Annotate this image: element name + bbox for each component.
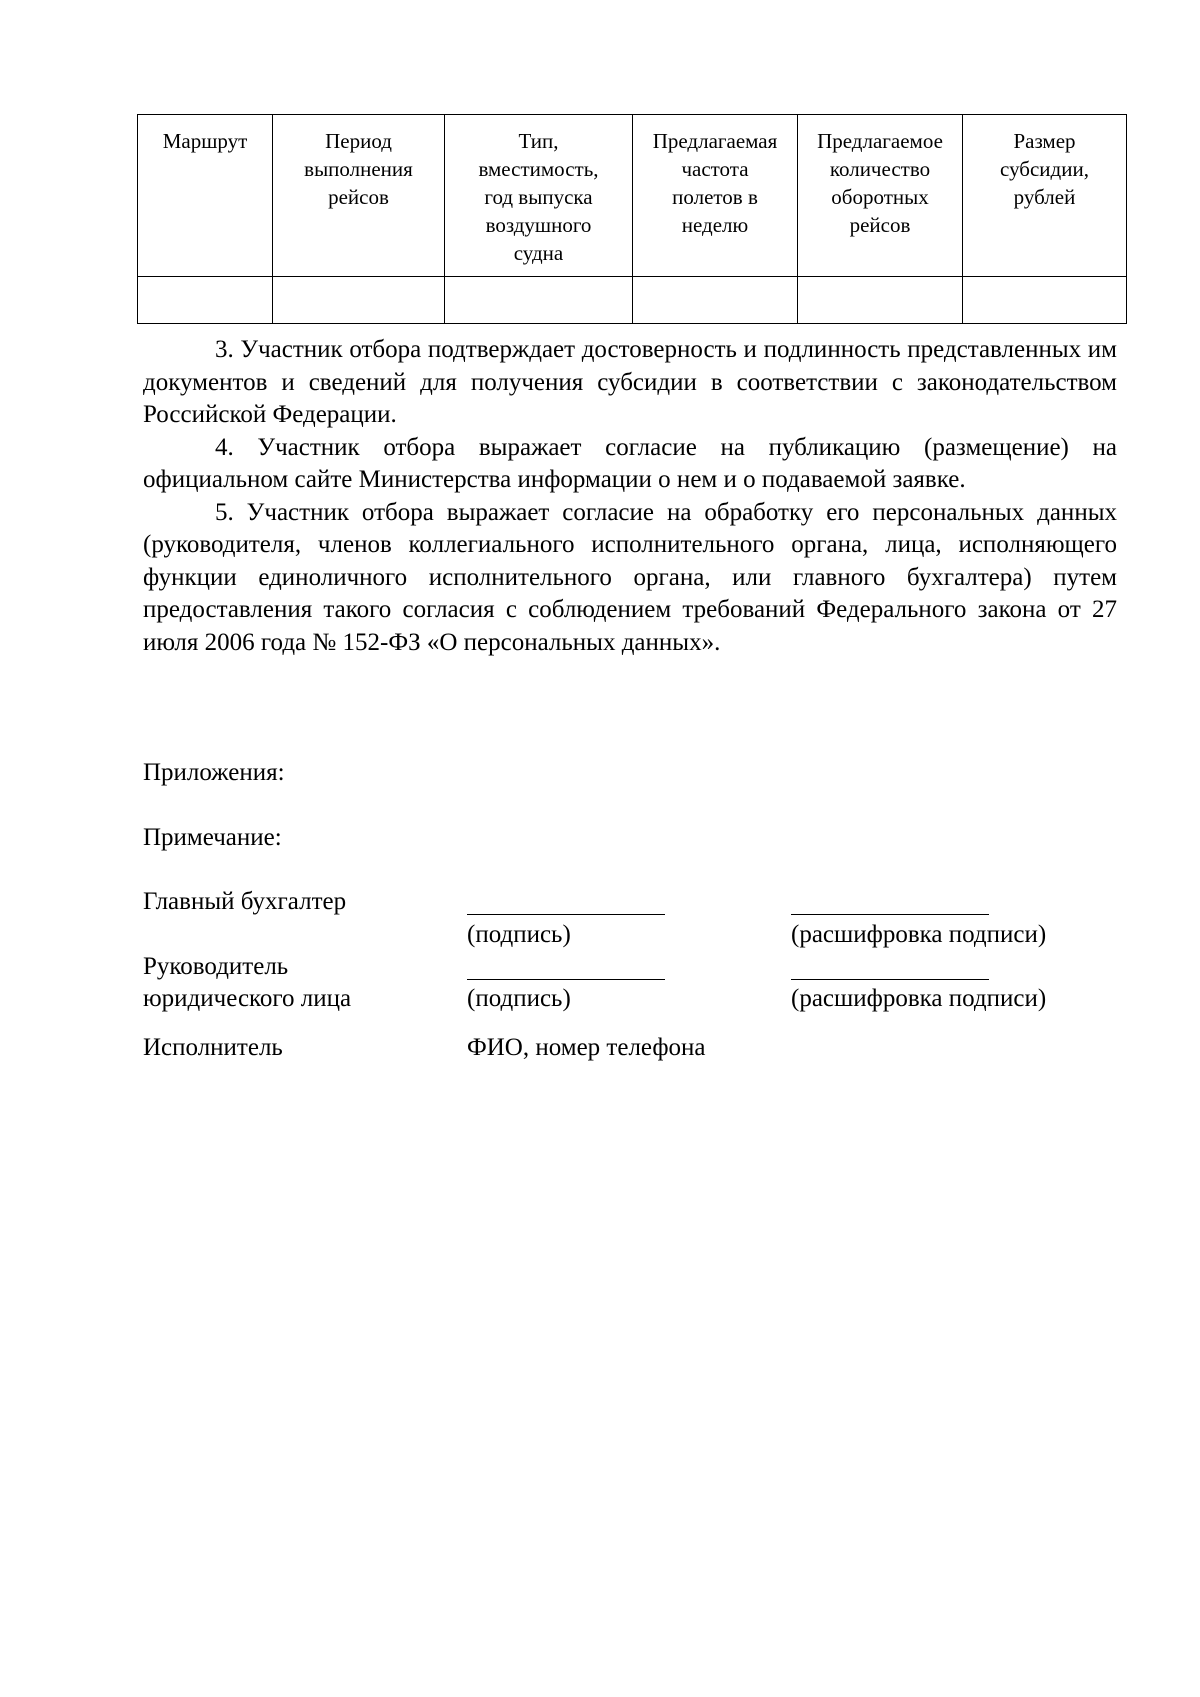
chief-accountant-signature-caption: (подпись) [467,921,571,948]
column-header-flights-count [798,115,963,277]
subsidy-table [137,114,1127,324]
attachments-label: Приложения: [143,759,285,786]
head-title-line1: Руководитель [143,953,289,980]
paragraph-4: 4. Участник отбора выражает согласие на публикацию (размещение) на официальном сайте Министерства информации о нем и о подаваемой заявке. [143,433,1117,493]
table-cell[interactable] [273,277,445,324]
header-text: Предлагаемое количество оборотных рейсов [817,129,943,237]
table-header-row [138,115,1127,277]
table-row [138,277,1127,324]
header-text: Предлагаемая частота полетов в неделю [652,129,778,237]
table-cell[interactable] [633,277,798,324]
column-header-route [138,115,273,277]
chief-accountant-title: Главный бухгалтер [143,888,347,915]
executor-title: Исполнитель [143,1034,283,1061]
head-decoding-line[interactable] [791,979,989,980]
paragraph-3: 3. Участник отбора подтверждает достоверность и подлинность представленных им документов и сведений для получения субсидии в соответствии с законодательством Российской Федерации. [143,336,1117,428]
chief-accountant-signature-line[interactable] [467,914,665,915]
chief-accountant-decoding-line[interactable] [791,914,989,915]
header-text: Тип, вместимость, год выпуска воздушного судна [478,129,599,265]
head-signature-line[interactable] [467,979,665,980]
column-header-subsidy-amount [963,115,1127,277]
table-cell[interactable] [798,277,963,324]
table-cell[interactable] [963,277,1127,324]
header-text: Период выполнения рейсов [304,129,413,209]
chief-accountant-decoding-caption: (расшифровка подписи) [791,921,1047,948]
header-text: Маршрут [162,129,248,153]
column-header-period [273,115,445,277]
body-text [143,334,1117,659]
head-title-line2: юридического лица [143,985,352,1012]
table-cell[interactable] [445,277,633,324]
paragraph-5: 5. Участник отбора выражает согласие на обработку его персональных данных (руководителя, членов коллегиального исполнительного органа, лица, исполняющего функции единоличного исполнительного органа, или главного бухгалтера) путем предоставления такого согласия с соблюдением требований Федерального закона от 27 июля 2006 года № 152-ФЗ «О персональных данных». [143,498,1117,656]
header-text: Размер субсидии, рублей [1000,129,1089,209]
head-signature-caption: (подпись) [467,985,571,1012]
executor-value: ФИО, номер телефона [467,1034,706,1061]
head-decoding-caption: (расшифровка подписи) [791,985,1047,1012]
table-cell[interactable] [138,277,273,324]
column-header-aircraft [445,115,633,277]
column-header-frequency [633,115,798,277]
note-label: Примечание: [143,824,282,851]
